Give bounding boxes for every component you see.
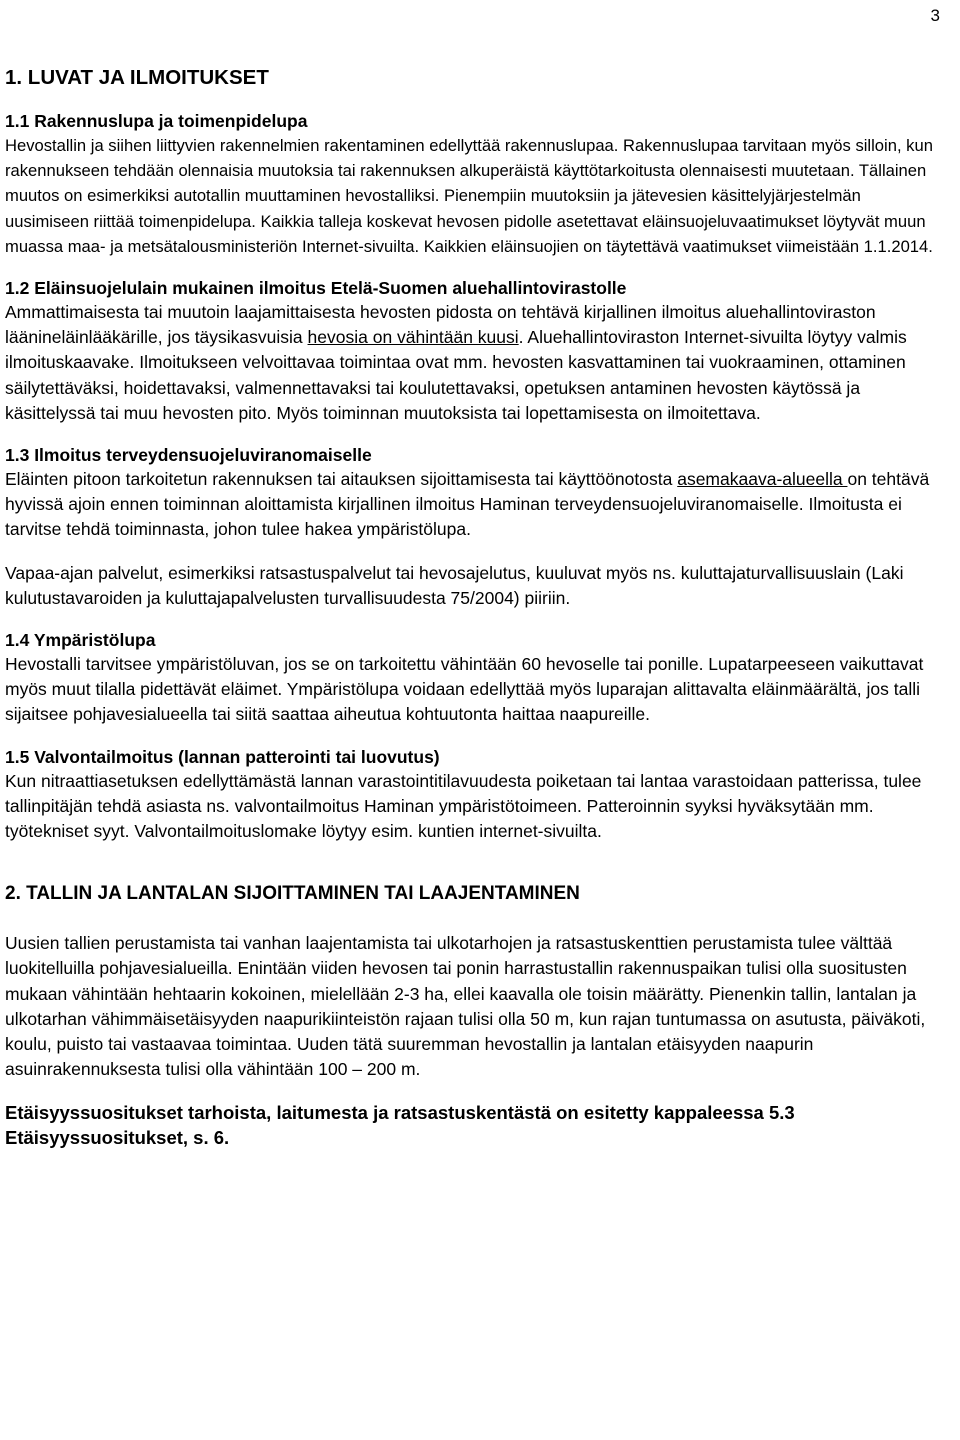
section-1-3-text xyxy=(5,467,935,543)
section-1-3 xyxy=(5,444,935,611)
section-1-3-text-2: Vapaa-ajan palvelut, esimerkiksi ratsastuspalvelut tai hevosajelutus, kuuluvat myös ns. kuluttajaturvallisuuslain (Laki kulutustavaroiden ja kuluttajapalvelusten turvallisuudesta 75/2004) piiriin. xyxy=(5,562,904,608)
section-1-5-heading: 1.5 Valvontailmoitus (lannan patterointi tai luovutus) xyxy=(5,746,440,767)
section-1-4-heading: 1.4 Ympäristölupa xyxy=(5,630,156,651)
chapter-2-note: Etäisyyssuositukset tarhoista, laitumesta ja ratsastuskentästä on esitetty kappaleessa 5.3 Etäisyyssuositukset, s. 6. xyxy=(5,1102,795,1149)
section-1-5-text: Kun nitraattiasetuksen edellyttämästä lannan varastointitilavuudesta poiketaan tai lantaa varastoidaan patterissa, tulee tallinpitäjän tehdä asiasta ns. valvontailmoitus Haminan ympäristötoimeen. Patteroinnin syyksi hyväksytään mm. työtekniset syyt. Valvontailmoituslomake löytyy esim. kuntien internet-sivuilta. xyxy=(5,770,922,842)
section-1-4-text: Hevostalli tarvitsee ympäristöluvan, jos se on tarkoitettu vähintään 60 hevoselle tai ponille. Lupatarpeeseen vaikuttavat myös muut tilalla pidettävät eläimet. Ympäristölupa voidaan edellyttää myös luparajan alittavalta eläinmäärältä, jos talli sijaitsee pohjavesialueella tai siitä saattaa aiheutua kohtuutonta haittaa naapureille. xyxy=(5,654,924,725)
chapter-2-title: 2. TALLIN JA LANTALAN SIJOITTAMINEN TAI LAAJENTAMINEN xyxy=(5,883,580,905)
section-1-3-heading: 1.3 Ilmoitus terveydensuojeluviranomaiselle xyxy=(5,445,372,466)
section-1-3-text-a: Eläinten pitoon tarkoitetun rakennuksen tai aitauksen sijoittamisesta tai käyttöönotosta xyxy=(5,469,678,490)
section-1-2-underlined: hevosia on vähintään kuusi xyxy=(307,327,519,348)
document-body xyxy=(5,66,935,1150)
section-1-1 xyxy=(5,110,935,259)
section-1-3-text-b: on tehtävä hyvissä ajoin ennen toiminnan aloittamista kirjallinen ilmoitus Haminan terveydensuojeluviranomaiselle. Ilmoitusta ei tarvitse tehdä toiminnasta, johon tulee hakea ympäristölupa. xyxy=(5,469,930,540)
section-1-2-text-b: . Aluehallintoviraston Internet-sivuilta löytyy valmis ilmoituskaavake. Ilmoitukseen velvoittavaa toimintaa ovat mm. hevosten kasvattaminen tai vuokraaminen, ottaminen säilytettäväksi, hoidettavaksi, valmennettavaksi tai koulutettavaksi, opetuksen antaminen hevosten käytössä ja käsittelyssä tai muu hevosten pito. Myös toiminnan muutoksista tai lopettamisesta on ilmoitettava. xyxy=(5,327,907,423)
section-1-2-text-a: Ammattimaisesta tai muutoin laajamittaisesta hevosten pidosta on tehtävä kirjallinen ilmoitus aluehallintoviraston läänineläinlääkärille, jos täysikasvuisia xyxy=(5,302,876,348)
section-1-4 xyxy=(5,629,935,728)
page-number: 3 xyxy=(930,6,940,25)
chapter-2-text: Uusien tallien perustamista tai vanhan laajentamista tai ulkotarhojen ja ratsastuskenttien perustamista tulee välttää luokitelluilla pohjavesialueilla. Enintään viiden hevosen tai ponin harrastustallin rakennuspaikan tulisi olla suositusten mukaan vähintään hehtaarin kokoinen, mielellään 2-3 ha, ellei kaavalla ole toisin määrätty. Pienenkin tallin, lantalan ja ulkotarhan vähimmäisetäisyyden naapurikiinteistön rajaan tulisi olla 50 m, kun rajan tuntumassa on asutusta, päiväkoti, koulu, puisto tai vastaavaa toimintaa. Uuden tätä suuremman hevostallin ja lantalan etäisyyden naapurin asuinrakennuksesta tulisi olla vähintään 100 – 200 m. xyxy=(5,933,926,1080)
section-1-3-underlined: asemakaava-alueella xyxy=(677,469,848,490)
section-1-5 xyxy=(5,746,935,845)
section-1-1-text: Hevostallin ja siihen liittyvien rakennelmien rakentaminen edellyttää rakennuslupaa. Rakennuslupaa tarvitaan myös silloin, kun rakennukseen tehdään olennaisia muutoksia tai rakennuksen alkuperäistä käyttötarkoitusta olennaisesti muutetaan. Tällainen muutos on esimerkiksi autotallin muuttaminen hevostalliksi. Pienempiin muutoksiin ja jätevesien käsittelyjärjestelmän uusimiseen riittää toimenpidelupa. Kaikkia talleja koskevat hevosen pidolle asetettavat eläinsuojeluvaatimukset löytyvät muun muassa maa- ja metsätalousministeriön Internet-sivuilta. Kaikkien eläinsuojien on täytettävä vaatimukset viimeistään 1.1.2014. xyxy=(5,136,933,256)
chapter-2 xyxy=(5,882,935,1150)
chapter-1-title: 1. LUVAT JA ILMOITUKSET xyxy=(5,66,269,89)
section-1-2-text xyxy=(5,300,935,426)
section-1-1-heading: 1.1 Rakennuslupa ja toimenpidelupa xyxy=(5,111,308,131)
section-1-2 xyxy=(5,277,935,426)
section-1-2-heading: 1.2 Eläinsuojelulain mukainen ilmoitus Etelä-Suomen aluehallintovirastolle xyxy=(5,278,627,299)
